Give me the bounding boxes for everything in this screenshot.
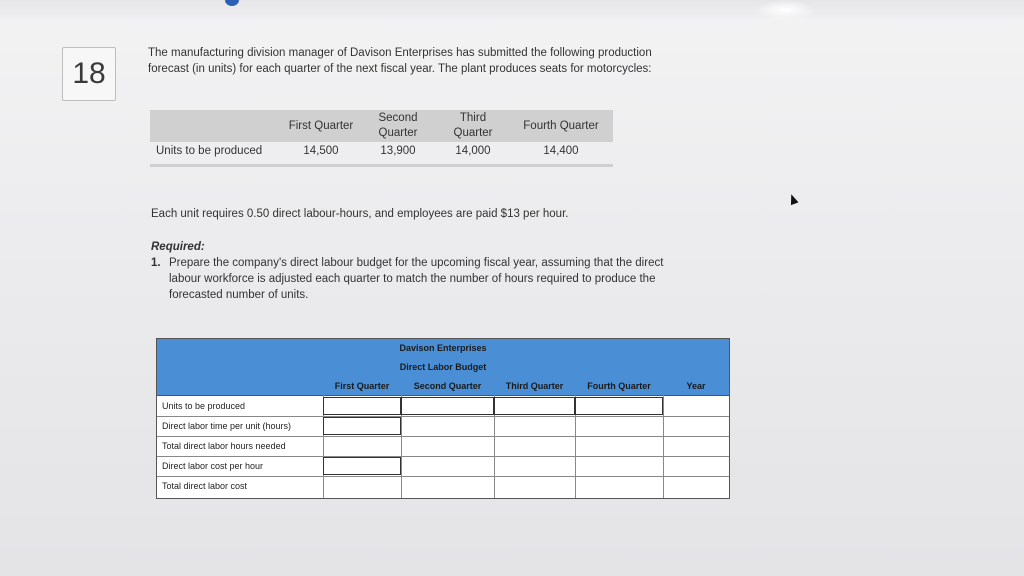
table-row [157,476,729,496]
forecast-divider [150,164,613,167]
required-item [151,255,673,303]
required-item-text: Prepare the company's direct labour budget for the upcoming fiscal year, assuming that the direct labour workforce is adjusted each quarter to match the number of hours required to produce the forecasted number of units. [169,257,664,301]
col-second-quarter: Second Quarter [413,381,482,391]
forecast-value-q4: 14,400 [543,145,579,157]
table-row [157,436,729,457]
table-row [157,416,729,437]
forecast-header-q4: Fourth Quarter [509,110,613,142]
direct-labor-budget-table [156,338,730,499]
forecast-corner [150,110,283,142]
forecast-value-q2: 13,900 [380,145,416,157]
col-third-quarter: Third Quarter [505,381,564,391]
required-heading: Required: [151,241,205,253]
forecast-row-label: Units to be produced [156,145,263,157]
input-units-q3[interactable] [494,397,575,415]
input-units-q1[interactable] [323,397,401,415]
question-intro: The manufacturing division manager of Davison Enterprises has submitted the following production forecast (in units) for each quarter of the next fiscal year. The plant produces seats for motorcycles: [148,47,652,75]
row-label-total-hours: Total direct labor hours needed [162,441,286,451]
required-item-number: 1. [151,257,161,269]
forecast-header-q3: Third Quarter [437,110,509,142]
info-badge-icon[interactable] [225,0,239,6]
forecast-header-q2: Second Quarter [359,110,437,142]
budget-company: Davison Enterprises [157,339,729,359]
forecast-value-q1: 14,500 [303,145,339,157]
input-units-q4[interactable] [575,397,663,415]
col-year: Year [686,381,706,391]
mouse-cursor-icon [788,193,799,205]
input-cost-per-hour-q1[interactable] [323,457,401,475]
top-header-strip [0,0,1024,18]
input-time-per-unit-q1[interactable] [323,417,401,435]
question-number: 18 [62,47,116,101]
row-label-cost-per-hour: Direct labor cost per hour [162,461,264,471]
input-units-q2[interactable] [401,397,494,415]
screen-glare [755,0,815,20]
forecast-table [150,110,613,160]
row-label-units: Units to be produced [162,401,246,411]
row-label-total-cost: Total direct labor cost [162,481,248,491]
table-row [157,456,729,477]
col-first-quarter: First Quarter [334,381,390,391]
budget-title: Direct Labor Budget [157,358,729,378]
column-divider [663,395,664,498]
budget-column-headers [157,377,729,396]
row-label-time-per-unit: Direct labor time per unit (hours) [162,421,292,431]
forecast-value-q3: 14,000 [455,145,491,157]
col-fourth-quarter: Fourth Quarter [587,381,651,391]
info-paragraph: Each unit requires 0.50 direct labour-hours, and employees are paid $13 per hour. [151,208,569,220]
forecast-header-q1: First Quarter [283,110,359,142]
